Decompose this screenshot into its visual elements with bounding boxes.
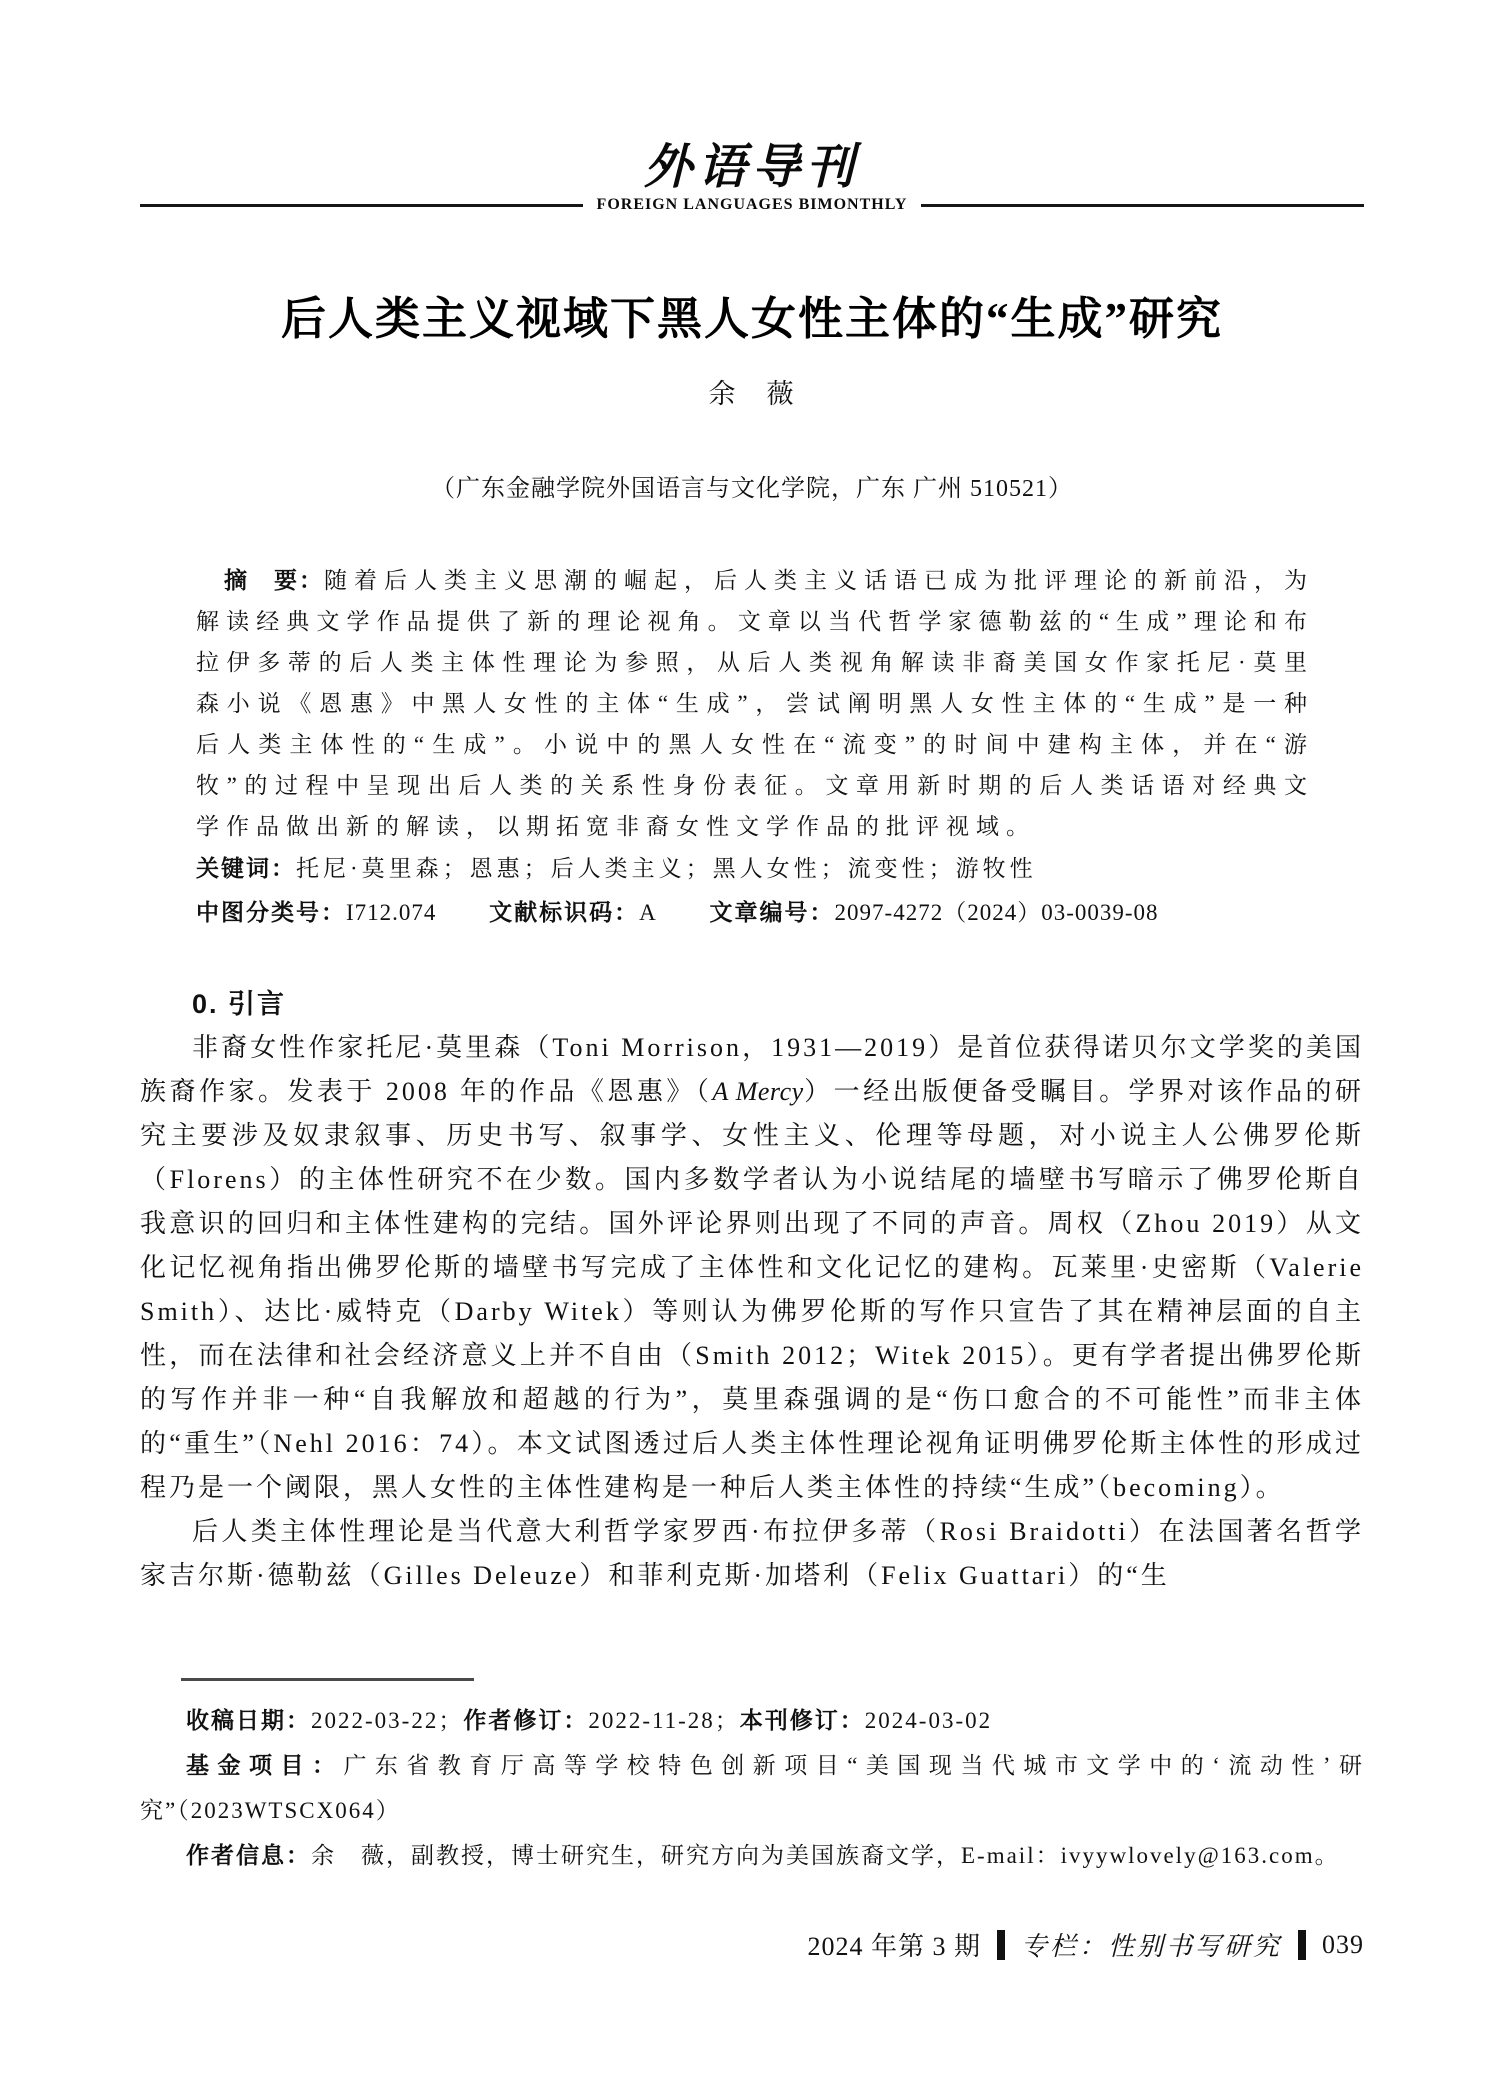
section-heading-introduction: 0. 引言 <box>192 989 287 1019</box>
clc-value: I712.074 <box>346 900 437 925</box>
fund-value: 广东省教育厅高等学校特色创新项目“美国现当代城市文学中的‘流动性’研究”（2023WTSCX064） <box>140 1753 1365 1823</box>
page-footer <box>140 1926 1364 1963</box>
article-id-group <box>710 900 1159 925</box>
article-id-value: 2097-4272（2024）03-0039-08 <box>834 900 1159 925</box>
keywords-label: 关键词： <box>196 855 296 881</box>
body-paragraph-1 <box>140 1026 1364 1510</box>
article-author: 余 薇 <box>708 379 796 409</box>
author-revision-label: 作者修订： <box>463 1707 589 1733</box>
clc-group <box>196 900 436 925</box>
body-paragraph-2: 后人类主体性理论是当代意大利哲学家罗西·布拉伊多蒂（Rosi Braidotti）在法国著名哲学家吉尔斯·德勒兹（Gilles Deleuze）和菲利克斯·加塔利（Felix Guattari）的“生 <box>140 1517 1364 1590</box>
received-date-value: 2022-03-22； <box>311 1708 464 1733</box>
footer-issue: 2024 年第 3 期 <box>807 1932 981 1961</box>
footnote-fund <box>140 1743 1364 1833</box>
author-info-value: 余 薇，副教授，博士研究生，研究方向为美国族裔文学，E-mail：ivyywlovely@163.com。 <box>311 1843 1340 1868</box>
keywords-line <box>196 850 1314 883</box>
header-rule-left <box>140 204 583 207</box>
body-p1-text-a: 非裔女性作家托尼·莫里森（Toni Morrison，1931—2019）是首位获得诺贝尔文学奖的美国族裔作家。发表于 2008 年的作品《恩惠》（ <box>140 1033 1364 1106</box>
body-p1-italic-title: A Mercy <box>712 1077 804 1106</box>
doc-code-group <box>489 900 657 925</box>
footnote-divider <box>181 1678 474 1681</box>
journal-logo: 外语导刊 <box>643 141 860 194</box>
abstract-label: 摘 要： <box>224 567 324 593</box>
footnotes-block <box>140 1698 1364 1878</box>
footnote-dates <box>140 1698 1364 1743</box>
footer-bar-icon <box>1298 1930 1306 1960</box>
meta-line <box>196 894 1356 927</box>
keywords-text: 托尼·莫里森；恩惠；后人类主义；黑人女性；流变性；游牧性 <box>296 856 1037 881</box>
received-date-label: 收稿日期： <box>186 1707 311 1733</box>
header-rule-right <box>921 204 1364 207</box>
abstract-text: 随着后人类主义思潮的崛起，后人类主义话语已成为批评理论的新前沿，为解读经典文学作品提供了新的理论视角。文章以当代哲学家德勒兹的“生成”理论和布拉伊多蒂的后人类主体性理论为参照，从后人类视角解读非裔美国女作家托尼·莫里森小说《恩惠》中黑人女性的主体“生成”，尝试阐明黑人女性主体的“生成”是一种后人类主体性的“生成”。小说中的黑人女性在“流变”的时间中建构主体，并在“游牧”的过程中呈现出后人类的关系性身份表征。文章用新时期的后人类话语对经典文学作品做出新的解读，以期拓宽非裔女性文学作品的批评视域。 <box>196 568 1314 839</box>
footer-page-number: 039 <box>1322 1929 1364 1959</box>
doc-code-label: 文献标识码： <box>489 899 640 925</box>
journal-revision-value: 2024-03-02 <box>864 1708 993 1733</box>
journal-header-rule-row <box>140 196 1364 214</box>
article-affiliation: （广东金融学院外国语言与文化学院，广东 广州 510521） <box>431 476 1073 502</box>
fund-label: 基金项目： <box>186 1752 344 1778</box>
doc-code-value: A <box>639 900 657 925</box>
article-id-label: 文章编号： <box>709 899 835 925</box>
article-body <box>140 1026 1364 1598</box>
abstract-paragraph <box>196 560 1314 847</box>
journal-subtitle: FOREIGN LANGUAGES BIMONTHLY <box>596 196 908 213</box>
footnote-author-info <box>140 1833 1364 1878</box>
footer-column-title: 专栏：性别书写研究 <box>1020 1932 1282 1961</box>
journal-revision-label: 本刊修订： <box>739 1707 865 1733</box>
footer-bar-icon <box>997 1930 1005 1960</box>
clc-label: 中图分类号： <box>196 899 346 925</box>
author-info-label: 作者信息： <box>186 1842 311 1868</box>
author-revision-value: 2022-11-28； <box>588 1708 740 1733</box>
body-p1-text-b: ）一经出版便备受瞩目。学界对该作品的研究主要涉及奴隶叙事、历史书写、叙事学、女性主义、伦理等母题，对小说主人公佛罗伦斯（Florens）的主体性研究不在少数。国内多数学者认为小说结尾的墙壁书写暗示了佛罗伦斯自我意识的回归和主体性建构的完结。国外评论界则出现了不同的声音。周权（Zhou 2019）从文化记忆视角指出佛罗伦斯的墙壁书写完成了主体性和文化记忆的建构。瓦莱里·史密斯（Valerie Smith）、达比·威特克（Darby Witek）等则认为佛罗伦斯的写作只宣告了其在精神层面的自主性，而在法律和社会经济意义上并不自由（Smith 2012；Witek 2015）。更有学者提出佛罗伦斯的写作并非一种“自我解放和超越的行为”，莫里森强调的是“伤口愈合的不可能性”而非主体的“重生”（Nehl 2016：74）。本文试图透过后人类主体性理论视角证明佛罗伦斯主体性的形成过程乃是一个阈限，黑人女性的主体性建构是一种后人类主体性的持续“生成”（becoming）。 <box>140 1077 1364 1502</box>
article-title: 后人类主义视域下黑人女性主体的“生成”研究 <box>280 294 1223 344</box>
